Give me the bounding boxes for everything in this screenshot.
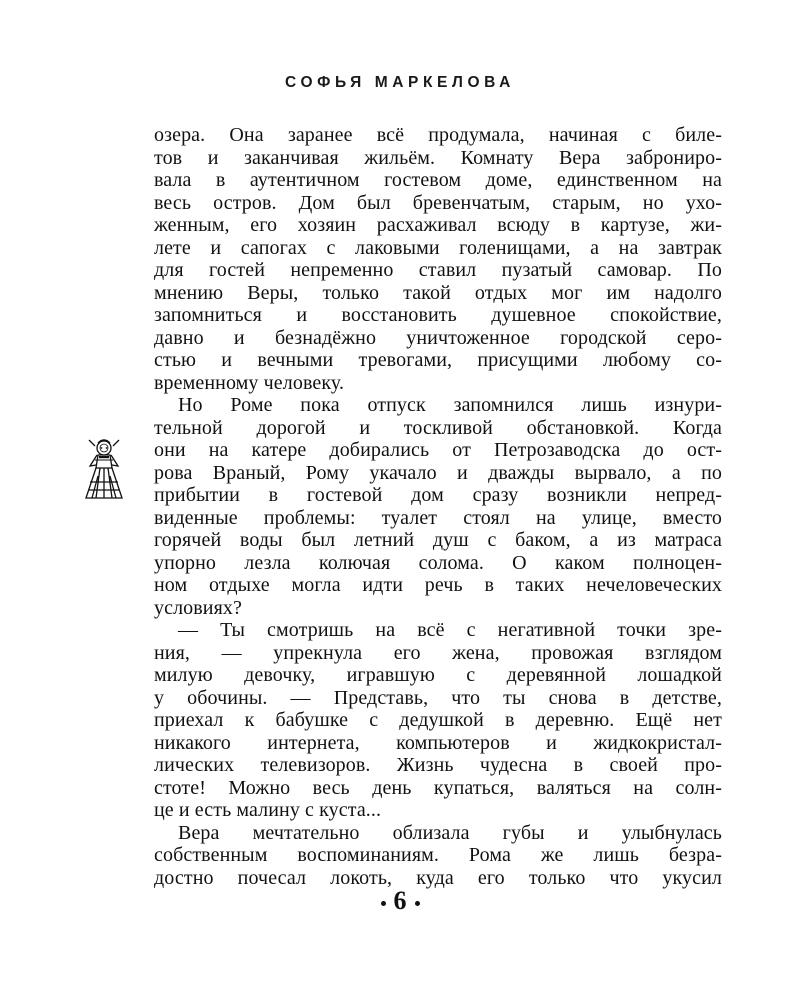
bullet-dot-icon	[381, 901, 386, 906]
text-line: виденные проблемы: туалет стоял на улице, вместо	[154, 506, 722, 529]
text-line: никакого интернета, компьютеров и жидкокристал-	[154, 731, 722, 754]
text-line: озера. Она заранее всё продумала, начиная с биле-	[154, 124, 722, 146]
page-number: 6	[393, 886, 407, 915]
text-line: Вера мечтательно облизала губы и улыбнулась	[178, 821, 722, 844]
text-line: — Ты смотришь на всё с негативной точки зре-	[178, 619, 722, 641]
text-line: у обочины. — Представь, что ты снова в детстве,	[154, 686, 722, 709]
text-line: приехал к бабушке с дедушкой в деревню. Ещё нет	[154, 709, 722, 731]
text-line: тельной дорогой и тоскливой обстановкой. Когда	[154, 416, 722, 439]
text-line: условиях?	[154, 596, 242, 619]
text-line: ном отдыхе могла идти речь в таких нечеловеческих	[154, 574, 722, 596]
text-line: лических телевизоров. Жизнь чудесна в своей про-	[154, 754, 722, 776]
text-line: весь остров. Дом был бревенчатым, старым, но ухо-	[154, 191, 722, 214]
text-line: запомниться и восстановить душевное спокойствие,	[154, 304, 722, 326]
running-header-author: СОФЬЯ МАРКЕЛОВА	[285, 74, 515, 91]
text-line: тов и заканчивая жильём. Комнату Вера заброниро-	[154, 146, 722, 169]
text-line: временному человеку.	[154, 371, 345, 394]
text-line: ния, — упрекнула его жена, провожая взглядом	[154, 641, 722, 664]
text-line: мнению Веры, только такой отдых мог им надолго	[154, 281, 722, 304]
text-line: для гостей непременно ставил пузатый самовар. По	[154, 259, 722, 281]
text-line: прибытии в гостевой дом сразу возникли непред-	[154, 484, 722, 506]
text-line: они на катере добирались от Петрозаводска до ост-	[154, 439, 722, 461]
text-line: собственным воспоминаниям. Рома же лишь безра-	[154, 844, 722, 866]
text-line: милую девочку, игравшую с деревянной лошадкой	[154, 664, 722, 686]
text-line: Но Роме пока отпуск запомнился лишь изнури-	[178, 394, 722, 416]
doll-ornament-icon	[76, 436, 132, 502]
text-line: це и есть малину с куста...	[154, 799, 382, 821]
text-line: рова Враный, Рому укачало и дважды вырвало, а по	[154, 461, 722, 484]
text-line: стоте! Можно весь день купаться, валяться на солн-	[154, 776, 722, 799]
body-text	[154, 124, 722, 889]
text-line: вала в аутентичном гостевом доме, единственном на	[154, 169, 722, 191]
text-line: достно почесал локоть, куда его только что укусил	[154, 866, 722, 889]
text-line: давно и безнадёжно уничтоженное городской серо-	[154, 326, 722, 349]
text-line: упорно лезла колючая солома. О каком полноцен-	[154, 551, 722, 574]
text-line: женным, его хозяин расхаживал всюду в картузе, жи-	[154, 214, 722, 236]
page-number-footer	[0, 886, 800, 916]
text-line: стью и вечными тревогами, присущими любому со-	[154, 349, 722, 371]
bullet-dot-icon	[415, 901, 420, 906]
text-line: лете и сапогах с лаковыми голенищами, а на завтрак	[154, 236, 722, 259]
text-line: горячей воды был летний душ с баком, а из матраса	[154, 529, 722, 551]
